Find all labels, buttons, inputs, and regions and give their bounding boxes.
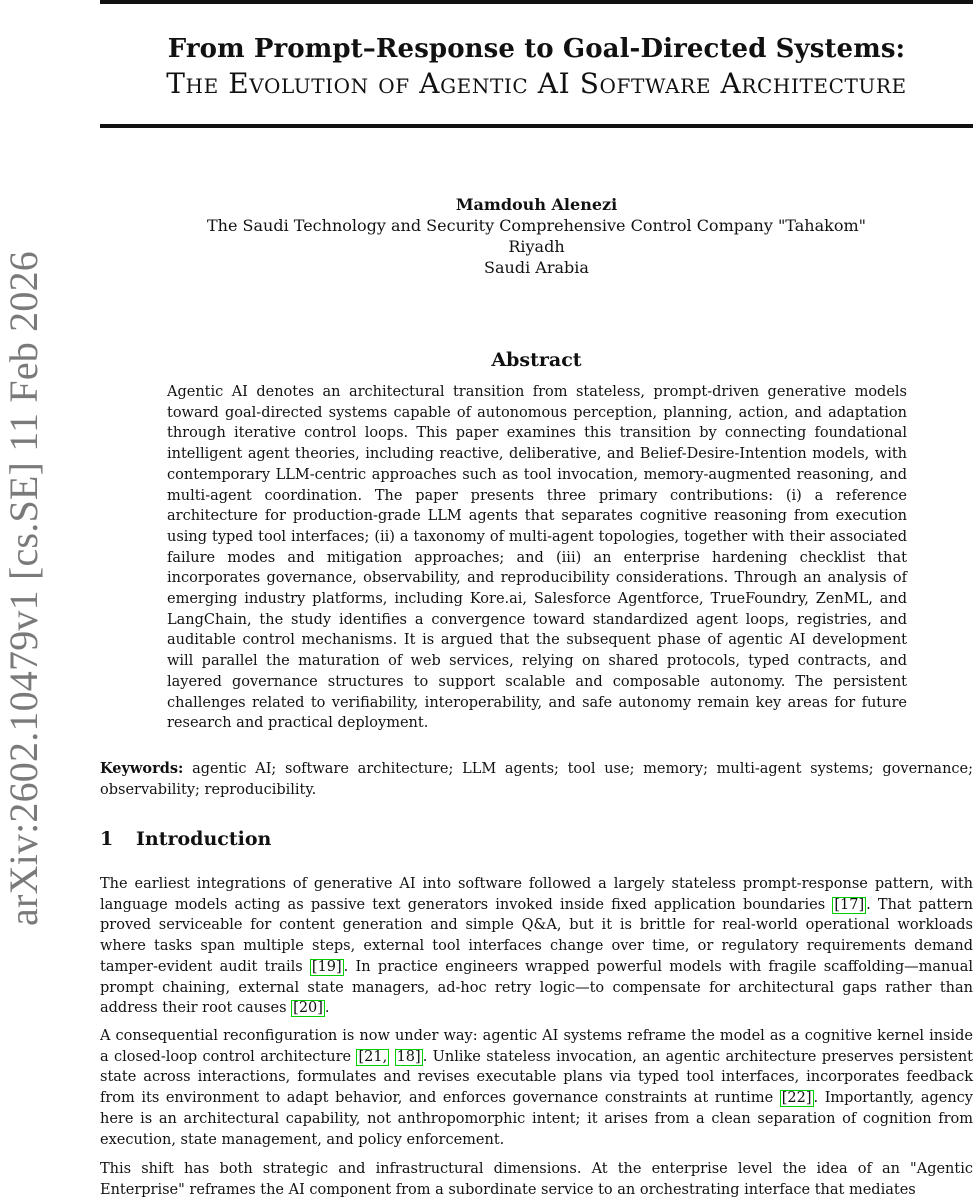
citation-link[interactable]: [20]: [293, 1000, 323, 1017]
paragraph-text: The earliest integrations of generative AI into software followed a largely stateless prompt-response pattern, with language models acting as passive text generators invoked inside fixed application boundaries: [100, 876, 973, 913]
author-name: Mamdouh Alenezi: [455, 195, 618, 214]
author-affiliation: The Saudi Technology and Security Comprehensive Control Company "Tahakom": [207, 216, 866, 235]
paragraph-text: . That pattern proved serviceable for content generation and simple Q&A, but it is brittle for real-world operational workloads where tasks span multiple steps, external tool interfaces change over time, or regulatory requirements demand tamper-evident audit trails: [100, 896, 973, 975]
abstract-body: Agentic AI denotes an architectural transition from stateless, prompt-driven generative models toward goal-directed systems capable of autonomous perception, planning, action, and adaptation through iterative control loops. This paper examines this transition by connecting foundational intelligent agent theories, including reactive, deliberative, and Belief-Desire-Intention models, with contemporary LLM-centric approaches such as tool invocation, memory-augmented reasoning, and multi-agent coordination. The paper presents three primary contributions: (i) a reference architecture for production-grade LLM agents that separates cognitive reasoning from execution using typed tool interfaces; (ii) a taxonomy of multi-agent topologies, together with their associated failure modes and mitigation approaches; and (iii) an enterprise hardening checklist that incorporates governance, observability, and reproducibility considerations. Through an analysis of emerging industry platforms, including Kore.ai, Salesforce Agentforce, TrueFoundry, ZenML, and LangChain, the study identifies a convergence toward standardized agent loops, registries, and auditable control mechanisms. It is argued that the subsequent phase of agentic AI development will parallel the maturation of web services, relying on shared protocols, typed contracts, and layered governance structures to support scalable and composable autonomy. The persistent challenges related to verifiability, interoperability, and safe autonomy remain key areas for future research and practical deployment.: [167, 384, 907, 732]
abstract-heading: Abstract: [491, 349, 582, 371]
title-block: [100, 32, 973, 102]
title-line-2: The Evolution of Agentic AI Software Architecture: [166, 67, 907, 100]
arxiv-identifier: arXiv:2602.10479v1 [cs.SE] 11 Feb 2026: [0, 250, 46, 926]
arxiv-side-stamp: [0, 250, 46, 926]
paragraph-text: A consequential reconfiguration is now under way: agentic AI systems reframe the model as a cognitive kernel inside a closed-loop control architecture: [100, 1028, 973, 1065]
keywords-label: Keywords:: [100, 760, 184, 777]
section-title: Introduction: [136, 828, 272, 850]
title-line-1: From Prompt–Response to Goal-Directed Systems:: [167, 34, 906, 64]
citation-link[interactable]: [19]: [311, 958, 342, 975]
paragraph-text: . In practice engineers wrapped powerful models with fragile scaffolding—manual prompt chaining, external state managers, ad-hoc retry logic—to compensate for architectural gaps rather than address their root causes: [100, 958, 973, 1017]
author-city: Riyadh: [508, 237, 565, 256]
paragraph-text: .: [324, 1000, 330, 1017]
paragraph-text: . Importantly, agency here is an architectural capability, not anthropomorphic intent; it arises from a clean separation of cognition from execution, state management, and policy enforcement.: [100, 1090, 973, 1148]
author-block: [100, 194, 973, 278]
citation-link[interactable]: [17]: [834, 896, 865, 913]
keywords: [100, 759, 973, 800]
author-country: Saudi Arabia: [484, 258, 589, 277]
intro-paragraph-1: [100, 874, 973, 1019]
intro-paragraph-3: This shift has both strategic and infrastructural dimensions. At the enterprise level the idea of an "Agentic Enterprise" reframes the AI component from a subordinate service to an orchestrating interface that mediates: [100, 1161, 973, 1198]
keywords-text: agentic AI; software architecture; LLM agents; tool use; memory; multi-agent systems; governance; observability; reproducibility.: [100, 761, 974, 798]
title-rule-top: [100, 0, 973, 4]
intro-paragraph-2: [100, 1026, 973, 1150]
citation-link[interactable]: [21,: [358, 1048, 388, 1065]
citation-link[interactable]: 18]: [396, 1048, 421, 1065]
section-number: 1: [100, 828, 114, 850]
title-rule-bottom: [100, 124, 973, 128]
section-heading: [100, 825, 973, 853]
paragraph-text: . Unlike stateless invocation, an agentic architecture preserves persistent state across interactions, formulates and revises executable plans via typed tool interfaces, incorporates feedback from its environment to adapt behavior, and enforces governance constraints at runtime: [100, 1048, 973, 1107]
citation-link[interactable]: [22]: [781, 1090, 812, 1107]
